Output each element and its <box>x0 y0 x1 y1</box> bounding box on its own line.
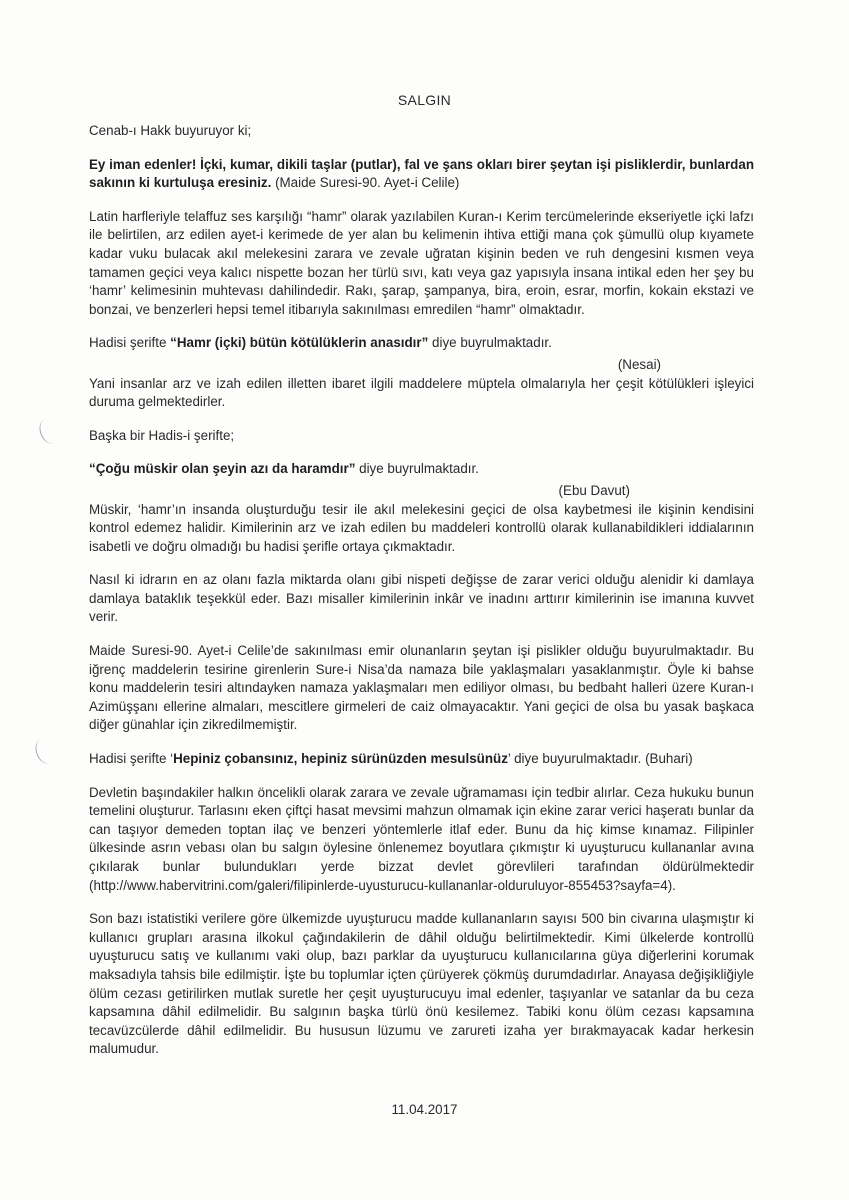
punch-hole-mark <box>32 736 59 767</box>
devlet-paragraph: Devletin başındakiler halkın öncelikli olarak zarara ve zevale uğramaması için tedbir alırlar. Ceza hukuku bunun temelini oluşturur. Tarlasını eken çiftçi hasat mevsimi mahzun olmamak için ekine zarar verici haşeratı bunlar da can taşıyor demeden toptan ilaç ve benzeri yöntemlerle itlaf eder. Bunu da hiç kimse kınamaz. Filipinler ülkesinde asrın vebası olan bu salgın öylesine önlenemez boyutlara çıkmıştır ki uyuşturucu kullananlar avına çıkılarak bunlar bulundukları yerde bizzat devlet görevlileri tarafından öldürülmektedir (http://www.habervitrini.com/galeri/filipinlerde-uyusturucu-kullananlar-olduruluyor-855453?sayfa=4). <box>89 784 754 893</box>
document-date: 11.04.2017 <box>391 1102 458 1117</box>
hamr-paragraph: Latin harfleriyle telaffuz ses karşılığı “hamr” olarak yazılabilen Kuran-ı Kerim tercümelerinde ekseriyetle içki lafzı ile belirtilen, arz edilen ayet-i kerimede de yer alan bu kelimenin ihtiva ettiği mana çok şümullü olup kıyamete kadar vuku bulacak akıl melekesini zarara ve zevale uğratan kişinin beden ve ruh dengesini kısmen veya tamamen geçici veya kalıcı nispette bozan her türlü sıvı, katı veya gaz yapısıyla insana intikal eden her şey bu ‘hamr’ kelimesinin muhtevası dahilindedir. Rakı, şarap, şampanya, bira, eroin, esrar, morfin, kokain ekstazi ve bonzai, ve benzerleri hepsi temel itibarıyla sakınılması emredilen “hamr” olmaktadır. <box>89 208 754 317</box>
son-paragraph: Son bazı istatistiki verilere göre ülkemizde uyuşturucu madde kullananların sayısı 500 bin civarına ulaşmıştır ki kullanıcı grupları arasına ilkokul çağındakilerin de dâhil olduğu belirtilmektedir. Kimi ülkelerde kontrollü uyuşturucu satış ve kullanımı vaki olup, bazı parklar da uyuşturucu kullanıcılarına güya diğerlerini korumak maksadıyla tahsis bile edilmiştir. İşte bu toplumlar içten çürüyerek çökmüş durumdadırlar. Anayasa değişikliğiyle ölüm cezası getirilirken mutlak suretle her çeşit uyuşturucuyu imal edenler, taşıyanlar ve satanlar da bu ceza kapsamına dâhil edilmelidir. Bu salgının başka türlü önü kesilemez. Tabiki konu ölüm cezası kapsamına tecavüzcülerde dâhil edilmelidir. Bu hususun lüzumu ve zarureti izaha yer bırakmayacak kadar herkesin malumudur. <box>89 911 754 1057</box>
hadis-2-paragraph <box>89 460 754 479</box>
hadis-1-suffix: diye buyrulmaktadır. <box>428 335 552 351</box>
hadis-1-quote: “Hamr (içki) bütün kötülüklerin anasıdır” <box>170 335 429 351</box>
document-body <box>89 122 754 1074</box>
hadis-2-source: (Ebu Davut) <box>558 482 630 498</box>
hadis-1-prefix: Hadisi şerifte <box>89 335 171 351</box>
maide-paragraph: Maide Suresi-90. Ayet-i Celile’de sakınılması emir olunanların şeytan işi pislikler olduğu buyurulmaktadır. Bu iğrenç maddelerin tesirine girenlerin Sure-i Nisa’da namaza bile yaklaşmaları yasaklanmıştır. Öyle ki bahse konu maddelerin tesiri altındayken namaza yaklaşmaları men ediliyor olması, bu bedbaht halleri üzere Kuran-ı Azimüşşanı ellerine almaları, mescitlere girmeleri de caiz olmayacaktır. Yani geçici de olsa bu yasak başkaca diğer günahlar için zikredilmemiştir. <box>89 643 754 733</box>
hadis-3-suffix: ’ diye buyurulmaktadır. (Buhari) <box>507 751 693 767</box>
muskir-paragraph: Müskir, ‘hamr’ın insanda oluşturduğu tesir ile akıl melekesini geçici de olsa kaybetmesi ile kişinin kendisini kontrol edemez halidir. Kimilerinin arz ve izah edilen bu maddeleri kontrollü olarak kullanabildikleri iddialarının isabetli ve doğru olmadığı bu hadisi şerifle ortaya çıkmaktadır. <box>89 501 754 554</box>
document-title: SALGIN <box>397 92 452 108</box>
hadis-1-source: (Nesai) <box>617 356 661 372</box>
hadis-3-quote: Hepiniz çobansınız, hepiniz sürünüzden mesulsünüz <box>173 751 508 767</box>
baska-hadis-line: Başka bir Hadis-i şerifte; <box>89 427 235 443</box>
hadis-2-quote: “Çoğu müskir olan şeyin azı da haramdır” <box>89 461 356 477</box>
punch-hole-mark <box>36 416 63 447</box>
hadis-2-suffix: diye buyrulmaktadır. <box>355 461 479 477</box>
hadis-1-paragraph <box>89 334 754 353</box>
nasil-paragraph: Nasıl ki idrarın en az olanı fazla miktarda olanı gibi nispeti değişse de zarar verici olduğu alenidir ki damlaya damlaya bataklık teşekkül eder. Bazı misaller kimilerinin inkâr ve inadını arttırır kimilerinin ise imanına kuvvet verir. <box>89 572 754 625</box>
hadis-3-paragraph <box>89 750 754 769</box>
hadis-3-prefix: Hadisi şerifte ‘ <box>89 751 174 767</box>
ayet-text: Ey iman edenler! İçki, kumar, dikili taşlar (putlar), fal ve şans okları birer şeytan işi pisliklerdir, bunlardan sakının ki kurtuluşa eresiniz. <box>89 156 754 191</box>
ayet-paragraph <box>89 156 754 193</box>
yani-paragraph: Yani insanlar arz ve izah edilen illetten ibaret ilgili maddelere müptela olmalarıyla her çeşit kötülükleri işleyici duruma gelmektedirler. <box>89 375 754 410</box>
intro-line: Cenab-ı Hakk buyuruyor ki; <box>89 123 252 138</box>
ayet-reference: (Maide Suresi-90. Ayet-i Celile) <box>271 175 460 191</box>
